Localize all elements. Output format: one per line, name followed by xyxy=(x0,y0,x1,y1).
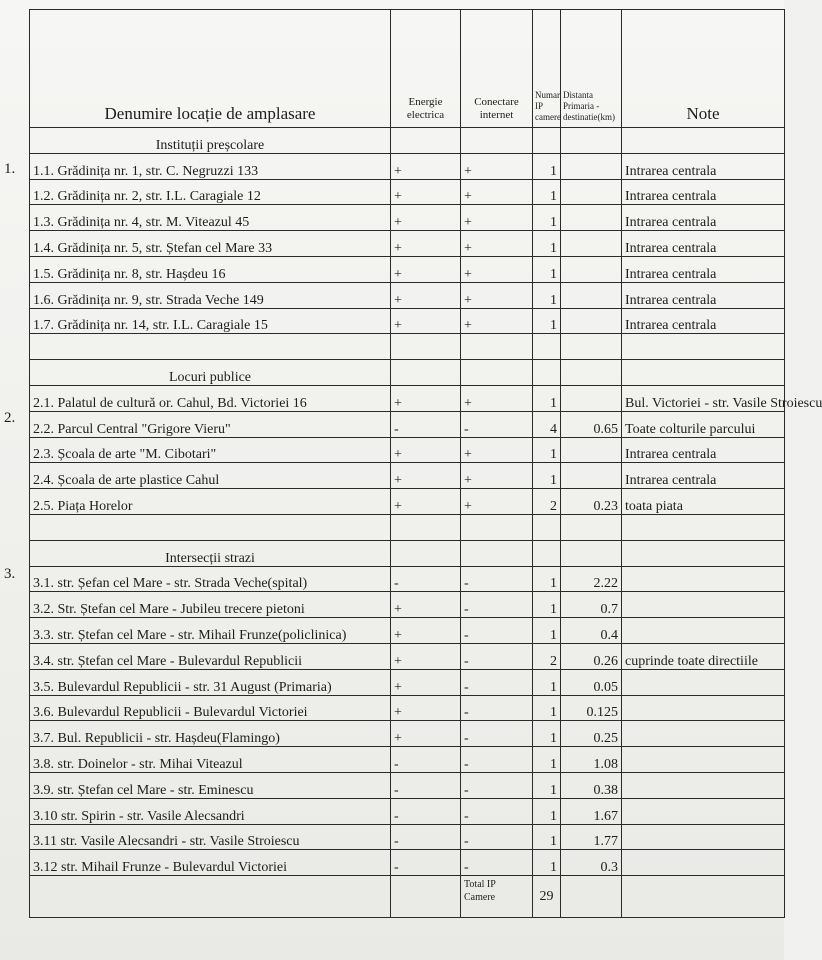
energy-value: + xyxy=(391,437,461,463)
camera-count: 1 xyxy=(533,721,561,747)
empty-cell xyxy=(622,334,785,360)
section-title: Instituții preșcolare xyxy=(30,128,391,154)
section-number-1: 1. xyxy=(4,161,16,177)
empty-cell xyxy=(622,360,785,386)
location-name: 3.7. Bul. Republicii - str. Hașdeu(Flamingo) xyxy=(30,721,391,747)
location-name: 3.8. str. Doinelor - str. Mihai Viteazul xyxy=(30,747,391,773)
section-header-row xyxy=(30,128,785,154)
camera-count: 1 xyxy=(533,695,561,721)
distance-value xyxy=(561,282,622,308)
location-name: 3.4. str. Ștefan cel Mare - Bulevardul Republicii xyxy=(30,643,391,669)
note-value xyxy=(622,669,785,695)
section-number-3: 3. xyxy=(4,566,16,582)
header-location: Denumire locație de amplasare xyxy=(30,10,391,128)
empty-cell xyxy=(622,540,785,566)
energy-value: - xyxy=(391,566,461,592)
camera-location-table xyxy=(29,9,822,918)
note-value xyxy=(622,618,785,644)
blank-row xyxy=(30,334,785,360)
energy-value: - xyxy=(391,798,461,824)
energy-value: + xyxy=(391,256,461,282)
empty-cell xyxy=(533,514,561,540)
energy-value: + xyxy=(391,282,461,308)
total-value: 29 xyxy=(533,876,561,918)
table-row xyxy=(30,179,785,205)
distance-value: 0.05 xyxy=(561,669,622,695)
location-name: 3.10 str. Spirin - str. Vasile Alecsandri xyxy=(30,798,391,824)
note-value xyxy=(622,695,785,721)
table-row xyxy=(30,231,785,257)
energy-value: + xyxy=(391,643,461,669)
note-value: Intrarea centrala xyxy=(622,205,785,231)
distance-value: 0.26 xyxy=(561,643,622,669)
location-name: 3.11 str. Vasile Alecsandri - str. Vasile Stroiescu xyxy=(30,824,391,850)
distance-value: 0.38 xyxy=(561,772,622,798)
empty-cell xyxy=(30,514,391,540)
camera-count: 1 xyxy=(533,205,561,231)
table-row xyxy=(30,205,785,231)
table-row xyxy=(30,824,785,850)
location-name: 2.1. Palatul de cultură or. Cahul, Bd. Victoriei 16 xyxy=(30,385,391,411)
internet-value: - xyxy=(461,618,533,644)
table-row xyxy=(30,669,785,695)
note-value xyxy=(622,566,785,592)
header-energy: Energie electrica xyxy=(391,10,461,128)
table-row xyxy=(30,643,785,669)
camera-count: 1 xyxy=(533,798,561,824)
energy-value: - xyxy=(391,411,461,437)
camera-count: 1 xyxy=(533,308,561,334)
energy-value: - xyxy=(391,747,461,773)
note-value: Intrarea centrala xyxy=(622,256,785,282)
location-name: 3.1. str. Șefan cel Mare - str. Strada Veche(spital) xyxy=(30,566,391,592)
internet-value: - xyxy=(461,566,533,592)
distance-value xyxy=(561,437,622,463)
table-row xyxy=(30,566,785,592)
header-cameras: Numar IP camere xyxy=(533,10,561,128)
distance-value xyxy=(561,463,622,489)
energy-value: + xyxy=(391,385,461,411)
total-row xyxy=(30,876,785,918)
distance-value: 1.67 xyxy=(561,798,622,824)
table-row xyxy=(30,592,785,618)
empty-cell xyxy=(533,540,561,566)
empty-cell xyxy=(622,514,785,540)
table-row xyxy=(30,798,785,824)
table-row xyxy=(30,463,785,489)
distance-value xyxy=(561,308,622,334)
camera-count: 2 xyxy=(533,643,561,669)
location-name: 2.4. Școala de arte plastice Cahul xyxy=(30,463,391,489)
internet-value: + xyxy=(461,153,533,179)
energy-value: + xyxy=(391,618,461,644)
energy-value: + xyxy=(391,695,461,721)
camera-count: 1 xyxy=(533,669,561,695)
internet-value: + xyxy=(461,308,533,334)
note-value: Intrarea centrala xyxy=(622,231,785,257)
distance-value: 0.3 xyxy=(561,850,622,876)
energy-value: + xyxy=(391,179,461,205)
empty-cell xyxy=(561,334,622,360)
empty-cell xyxy=(30,334,391,360)
location-name: 3.6. Bulevardul Republicii - Bulevardul Victoriei xyxy=(30,695,391,721)
location-name: 1.3. Grădinița nr. 4, str. M. Viteazul 45 xyxy=(30,205,391,231)
internet-value: - xyxy=(461,669,533,695)
distance-value xyxy=(561,153,622,179)
location-name: 2.3. Școala de arte "M. Cibotari" xyxy=(30,437,391,463)
note-value xyxy=(622,824,785,850)
note-value xyxy=(622,798,785,824)
internet-value: + xyxy=(461,282,533,308)
distance-value: 2.22 xyxy=(561,566,622,592)
internet-value: + xyxy=(461,385,533,411)
energy-value: + xyxy=(391,669,461,695)
camera-count: 1 xyxy=(533,153,561,179)
location-name: 3.9. str. Ștefan cel Mare - str. Eminescu xyxy=(30,772,391,798)
table-row xyxy=(30,850,785,876)
empty-cell xyxy=(461,514,533,540)
camera-count: 1 xyxy=(533,747,561,773)
camera-count: 1 xyxy=(533,179,561,205)
note-value: Toate colturile parcului xyxy=(622,411,785,437)
empty-cell xyxy=(561,360,622,386)
table-row xyxy=(30,385,785,411)
total-label: Total IP Camere xyxy=(461,876,533,918)
empty-cell xyxy=(561,540,622,566)
note-value: Intrarea centrala xyxy=(622,463,785,489)
energy-value: + xyxy=(391,205,461,231)
internet-value: - xyxy=(461,747,533,773)
empty-cell xyxy=(30,876,391,918)
location-name: 1.1. Grădinița nr. 1, str. C. Negruzzi 133 xyxy=(30,153,391,179)
table-row xyxy=(30,411,785,437)
distance-value: 0.25 xyxy=(561,721,622,747)
header-notes: Note xyxy=(622,10,785,128)
distance-value xyxy=(561,205,622,231)
location-name: 2.2. Parcul Central "Grigore Vieru" xyxy=(30,411,391,437)
empty-cell xyxy=(391,360,461,386)
energy-value: + xyxy=(391,489,461,515)
location-name: 3.3. str. Ștefan cel Mare - str. Mihail Frunze(policlinica) xyxy=(30,618,391,644)
distance-value: 0.4 xyxy=(561,618,622,644)
header-internet: Conectare internet xyxy=(461,10,533,128)
energy-value: - xyxy=(391,772,461,798)
table-row xyxy=(30,437,785,463)
location-name: 3.12 str. Mihail Frunze - Bulevardul Victoriei xyxy=(30,850,391,876)
energy-value: + xyxy=(391,721,461,747)
distance-value: 0.7 xyxy=(561,592,622,618)
empty-cell xyxy=(461,360,533,386)
internet-value: + xyxy=(461,231,533,257)
camera-count: 4 xyxy=(533,411,561,437)
note-value: Intrarea centrala xyxy=(622,282,785,308)
internet-value: - xyxy=(461,695,533,721)
note-value: Intrarea centrala xyxy=(622,308,785,334)
empty-cell xyxy=(533,128,561,154)
internet-value: - xyxy=(461,850,533,876)
energy-value: - xyxy=(391,824,461,850)
distance-value xyxy=(561,385,622,411)
empty-cell xyxy=(533,334,561,360)
camera-count: 1 xyxy=(533,385,561,411)
internet-value: + xyxy=(461,256,533,282)
camera-count: 1 xyxy=(533,772,561,798)
table-row xyxy=(30,256,785,282)
internet-value: - xyxy=(461,592,533,618)
location-name: 2.5. Piața Horelor xyxy=(30,489,391,515)
empty-cell xyxy=(461,128,533,154)
empty-cell xyxy=(622,876,785,918)
internet-value: - xyxy=(461,721,533,747)
section-title: Locuri publice xyxy=(30,360,391,386)
location-name: 1.4. Grădinița nr. 5, str. Ștefan cel Mare 33 xyxy=(30,231,391,257)
table-row xyxy=(30,721,785,747)
section-header-row xyxy=(30,540,785,566)
empty-cell xyxy=(391,540,461,566)
header-row xyxy=(30,10,785,128)
camera-count: 1 xyxy=(533,437,561,463)
empty-cell xyxy=(391,514,461,540)
empty-cell xyxy=(561,514,622,540)
location-name: 1.5. Grădinița nr. 8, str. Hașdeu 16 xyxy=(30,256,391,282)
note-value xyxy=(622,592,785,618)
section-number-2: 2. xyxy=(4,410,16,426)
note-value: Intrarea centrala xyxy=(622,437,785,463)
section-title: Intersecții strazi xyxy=(30,540,391,566)
table-row xyxy=(30,489,785,515)
empty-cell xyxy=(561,128,622,154)
distance-value xyxy=(561,256,622,282)
internet-value: - xyxy=(461,824,533,850)
internet-value: + xyxy=(461,179,533,205)
note-value: Intrarea centrala xyxy=(622,179,785,205)
distance-value: 1.08 xyxy=(561,747,622,773)
energy-value: + xyxy=(391,153,461,179)
camera-count: 1 xyxy=(533,592,561,618)
blank-row xyxy=(30,514,785,540)
distance-value: 0.23 xyxy=(561,489,622,515)
camera-count: 1 xyxy=(533,850,561,876)
internet-value: - xyxy=(461,411,533,437)
empty-cell xyxy=(391,876,461,918)
energy-value: + xyxy=(391,592,461,618)
note-value xyxy=(622,772,785,798)
note-value: toata piata xyxy=(622,489,785,515)
camera-count: 2 xyxy=(533,489,561,515)
internet-value: + xyxy=(461,437,533,463)
empty-cell xyxy=(461,540,533,566)
camera-count: 1 xyxy=(533,566,561,592)
distance-value: 1.77 xyxy=(561,824,622,850)
note-value xyxy=(622,721,785,747)
empty-cell xyxy=(561,876,622,918)
empty-cell xyxy=(391,334,461,360)
energy-value: + xyxy=(391,463,461,489)
note-value: cuprinde toate directiile xyxy=(622,643,785,669)
section-header-row xyxy=(30,360,785,386)
camera-count: 1 xyxy=(533,282,561,308)
internet-value: + xyxy=(461,489,533,515)
note-value xyxy=(622,747,785,773)
distance-value: 0.65 xyxy=(561,411,622,437)
distance-value: 0.125 xyxy=(561,695,622,721)
location-name: 3.5. Bulevardul Republicii - str. 31 August (Primaria) xyxy=(30,669,391,695)
note-value: Bul. Victoriei - str. Vasile Stroiescu xyxy=(622,385,785,411)
empty-cell xyxy=(391,128,461,154)
location-name: 3.2. Str. Ștefan cel Mare - Jubileu trecere pietoni xyxy=(30,592,391,618)
internet-value: - xyxy=(461,643,533,669)
empty-cell xyxy=(461,334,533,360)
note-value xyxy=(622,850,785,876)
internet-value: - xyxy=(461,772,533,798)
table-row xyxy=(30,695,785,721)
empty-cell xyxy=(533,360,561,386)
energy-value: + xyxy=(391,308,461,334)
location-name: 1.2. Grădinița nr. 2, str. I.L. Caragiale 12 xyxy=(30,179,391,205)
internet-value: - xyxy=(461,798,533,824)
camera-count: 1 xyxy=(533,463,561,489)
energy-value: + xyxy=(391,231,461,257)
energy-value: - xyxy=(391,850,461,876)
table-row xyxy=(30,282,785,308)
table-row xyxy=(30,308,785,334)
location-name: 1.6. Grădinița nr. 9, str. Strada Veche 149 xyxy=(30,282,391,308)
camera-count: 1 xyxy=(533,618,561,644)
table-row xyxy=(30,747,785,773)
distance-value xyxy=(561,179,622,205)
distance-value xyxy=(561,231,622,257)
table-row xyxy=(30,772,785,798)
header-distance: Distanta Primaria - destinatie(km) xyxy=(561,10,622,128)
table-row xyxy=(30,153,785,179)
camera-count: 1 xyxy=(533,824,561,850)
empty-cell xyxy=(622,128,785,154)
internet-value: + xyxy=(461,463,533,489)
table-row xyxy=(30,618,785,644)
note-value: Intrarea centrala xyxy=(622,153,785,179)
camera-count: 1 xyxy=(533,256,561,282)
location-name: 1.7. Grădinița nr. 14, str. I.L. Caragiale 15 xyxy=(30,308,391,334)
internet-value: + xyxy=(461,205,533,231)
camera-count: 1 xyxy=(533,231,561,257)
